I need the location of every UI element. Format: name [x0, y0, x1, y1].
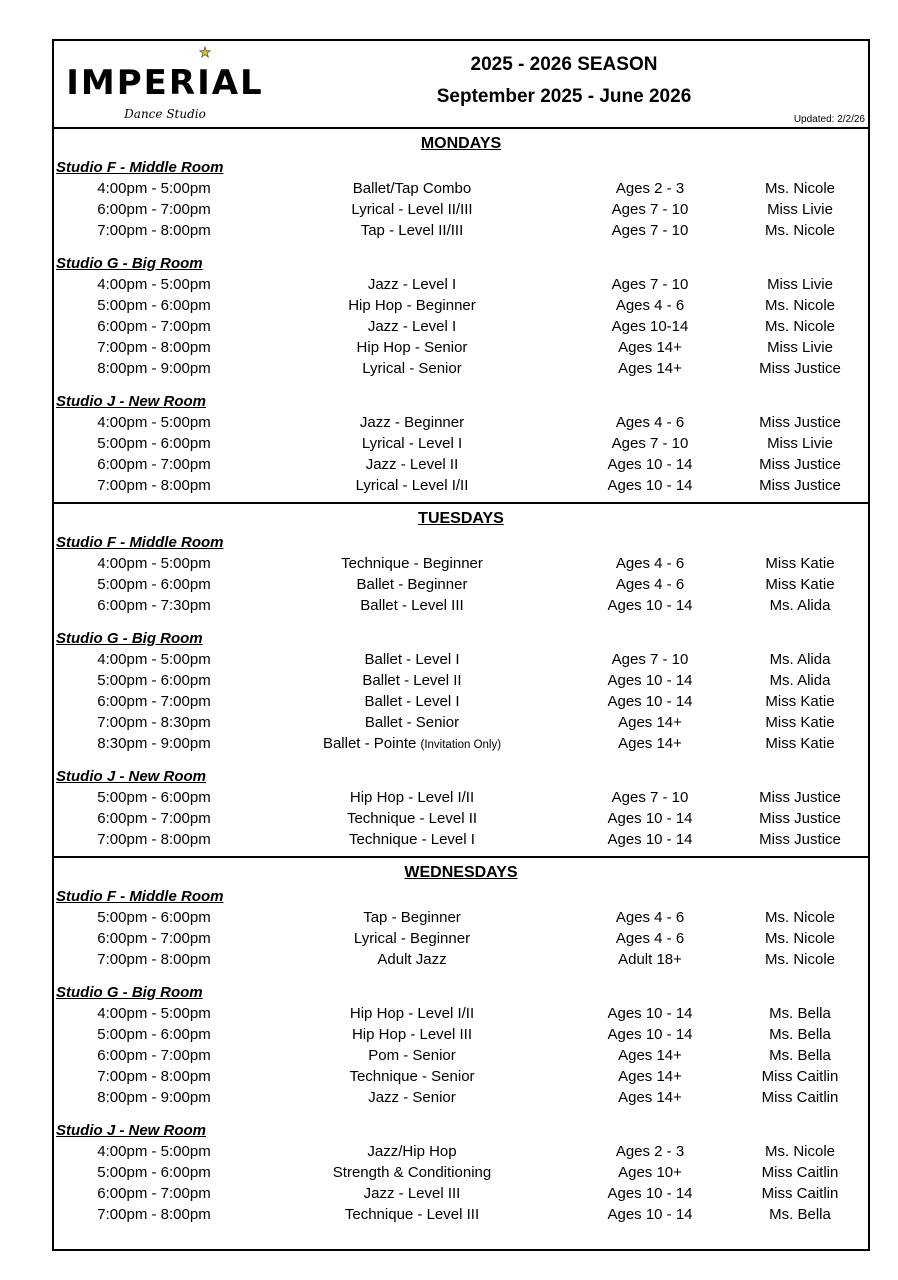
class-name-cell [262, 1141, 562, 1162]
class-row [54, 553, 868, 574]
class-time: 5:00pm - 6:00pm [97, 297, 211, 314]
class-name: Lyrical - Beginner [353, 930, 471, 947]
class-row [54, 1066, 868, 1087]
class-row [54, 928, 868, 949]
class-time: 6:00pm - 7:30pm [97, 597, 211, 614]
class-instructor: Ms. Nicole [764, 909, 835, 926]
class-name: Ballet - Level II [362, 672, 462, 689]
day-name: MONDAYS [420, 135, 502, 152]
class-name: Tap - Beginner [363, 909, 461, 926]
class-name-cell [262, 595, 562, 616]
class-row [54, 808, 868, 829]
class-ages: Ages 7 - 10 [611, 201, 689, 218]
class-time: 8:00pm - 9:00pm [97, 360, 211, 377]
class-instructor: Ms. Bella [769, 1206, 831, 1223]
class-name-cell [262, 454, 562, 475]
class-time: 7:00pm - 8:00pm [97, 339, 211, 356]
class-ages: Ages 7 - 10 [611, 789, 689, 806]
class-name: Hip Hop - Beginner [348, 297, 476, 314]
class-row [54, 1045, 868, 1066]
class-name-cell [262, 220, 562, 241]
class-name: Ballet - Level III [360, 597, 464, 614]
studio-label: Studio F - Middle Room [56, 534, 224, 551]
class-ages: Ages 10 - 14 [607, 1185, 693, 1202]
class-name-cell [262, 670, 562, 691]
class-ages: Ages 4 - 6 [615, 297, 685, 314]
class-name-cell [262, 274, 562, 295]
class-instructor: Miss Katie [765, 735, 835, 752]
class-name: Adult Jazz [377, 951, 447, 968]
day-section [54, 502, 868, 856]
day-section [54, 856, 868, 1231]
class-instructor: Miss Justice [759, 810, 841, 827]
class-row [54, 1162, 868, 1183]
class-ages: Ages 4 - 6 [615, 555, 685, 572]
class-name: Technique - Level I [349, 831, 475, 848]
class-name-cell [262, 1162, 562, 1183]
class-ages: Ages 10 - 14 [607, 672, 693, 689]
day-heading [54, 858, 868, 886]
class-time: 6:00pm - 7:00pm [97, 810, 211, 827]
header [54, 41, 868, 129]
class-ages: Ages 4 - 6 [615, 909, 685, 926]
class-instructor: Miss Katie [765, 576, 835, 593]
class-row [54, 1183, 868, 1204]
class-row [54, 1024, 868, 1045]
class-ages: Ages 14+ [618, 360, 682, 377]
class-name: Jazz - Level III [363, 1185, 461, 1202]
class-instructor: Miss Caitlin [761, 1089, 839, 1106]
class-name-cell [262, 337, 562, 358]
studio-label: Studio G - Big Room [56, 255, 203, 272]
class-ages: Ages 10 - 14 [607, 810, 693, 827]
updated-date: Updated: 2/2/26 [793, 114, 865, 125]
class-name-cell [262, 949, 562, 970]
class-time: 5:00pm - 6:00pm [97, 1164, 211, 1181]
class-instructor: Ms. Nicole [764, 951, 835, 968]
class-name: Lyrical - Level I/II [355, 477, 469, 494]
class-time: 7:00pm - 8:00pm [97, 831, 211, 848]
class-time: 5:00pm - 6:00pm [97, 435, 211, 452]
class-instructor: Miss Caitlin [761, 1164, 839, 1181]
class-instructor: Miss Livie [767, 339, 833, 356]
class-ages: Ages 10 - 14 [607, 456, 693, 473]
class-instructor: Miss Caitlin [761, 1185, 839, 1202]
class-ages: Ages 10 - 14 [607, 693, 693, 710]
class-name: Technique - Level III [344, 1206, 480, 1223]
class-name: Lyrical - Level I [361, 435, 463, 452]
class-time: 7:00pm - 8:00pm [97, 477, 211, 494]
class-name-cell [262, 649, 562, 670]
class-ages: Ages 7 - 10 [611, 276, 689, 293]
class-time: 4:00pm - 5:00pm [97, 414, 211, 431]
class-name-cell [262, 829, 562, 850]
class-name-cell [262, 1183, 562, 1204]
season-dates: September 2025 - June 2026 [436, 86, 692, 107]
class-name: Ballet - Beginner [356, 576, 468, 593]
class-ages: Ages 10 - 14 [607, 1026, 693, 1043]
class-row [54, 1087, 868, 1108]
day-section [54, 129, 868, 502]
class-row [54, 178, 868, 199]
class-name-cell [262, 808, 562, 829]
class-name: Lyrical - Senior [362, 360, 462, 377]
class-time: 6:00pm - 7:00pm [97, 693, 211, 710]
class-ages: Ages 10 - 14 [607, 1005, 693, 1022]
day-heading [54, 504, 868, 532]
class-row [54, 907, 868, 928]
class-row [54, 220, 868, 241]
class-name: Hip Hop - Level III [351, 1026, 473, 1043]
class-ages: Ages 10-14 [611, 318, 689, 335]
class-name: Jazz - Level II [365, 456, 459, 473]
class-name: Jazz/Hip Hop [367, 1143, 457, 1160]
class-time: 4:00pm - 5:00pm [97, 555, 211, 572]
class-name-cell [262, 907, 562, 928]
class-time: 5:00pm - 6:00pm [97, 576, 211, 593]
class-name: Hip Hop - Level I/II [349, 1005, 475, 1022]
class-instructor: Ms. Alida [769, 672, 831, 689]
class-row [54, 412, 868, 433]
class-time: 5:00pm - 6:00pm [97, 672, 211, 689]
class-time: 4:00pm - 5:00pm [97, 651, 211, 668]
class-name: Hip Hop - Senior [356, 339, 468, 356]
class-row [54, 670, 868, 691]
class-instructor: Miss Livie [767, 276, 833, 293]
schedule-sheet [52, 39, 870, 1251]
studio-logo [66, 43, 264, 123]
class-instructor: Miss Justice [759, 414, 841, 431]
studio-label: Studio J - New Room [56, 393, 206, 410]
class-ages: Ages 14+ [618, 735, 682, 752]
class-ages: Ages 14+ [618, 714, 682, 731]
class-instructor: Ms. Nicole [764, 1143, 835, 1160]
class-name-cell [262, 574, 562, 595]
class-instructor: Miss Justice [759, 789, 841, 806]
class-instructor: Ms. Alida [769, 597, 831, 614]
class-name-cell [262, 1066, 562, 1087]
studio-label: Studio F - Middle Room [56, 159, 224, 176]
class-time: 6:00pm - 7:00pm [97, 1047, 211, 1064]
class-row [54, 433, 868, 454]
class-time: 7:00pm - 8:00pm [97, 1206, 211, 1223]
class-name: Ballet - Level I [364, 693, 460, 710]
class-ages: Ages 10 - 14 [607, 477, 693, 494]
class-time: 8:00pm - 9:00pm [97, 1089, 211, 1106]
class-instructor: Ms. Bella [769, 1047, 831, 1064]
class-row [54, 949, 868, 970]
class-ages: Ages 14+ [618, 1047, 682, 1064]
class-name: Ballet/Tap Combo [352, 180, 472, 197]
class-ages: Ages 7 - 10 [611, 222, 689, 239]
logo-subtitle: Dance Studio [124, 107, 206, 121]
class-row [54, 475, 868, 496]
class-instructor: Miss Caitlin [761, 1068, 839, 1085]
class-name-cell [262, 712, 562, 733]
class-name-cell [262, 1204, 562, 1225]
class-time: 7:00pm - 8:00pm [97, 951, 211, 968]
class-time: 4:00pm - 5:00pm [97, 1005, 211, 1022]
class-row [54, 787, 868, 808]
class-instructor: Ms. Bella [769, 1026, 831, 1043]
class-name: Pom - Senior [368, 1047, 456, 1064]
class-name: Strength & Conditioning [332, 1164, 492, 1181]
class-name-cell [262, 316, 562, 337]
studio-label: Studio F - Middle Room [56, 888, 224, 905]
class-row [54, 574, 868, 595]
class-row [54, 595, 868, 616]
class-name-cell [262, 433, 562, 454]
class-instructor: Ms. Nicole [764, 297, 835, 314]
class-name-cell [262, 1087, 562, 1108]
class-row [54, 454, 868, 475]
class-name: Technique - Beginner [341, 555, 483, 572]
class-row [54, 295, 868, 316]
class-row [54, 649, 868, 670]
class-row [54, 691, 868, 712]
class-ages: Ages 4 - 6 [615, 414, 685, 431]
day-heading [54, 129, 868, 157]
class-name: Jazz - Beginner [359, 414, 465, 431]
class-instructor: Miss Katie [765, 714, 835, 731]
class-name-cell [262, 553, 562, 574]
star-icon: ★ [198, 44, 212, 60]
class-name: Hip Hop - Level I/II [349, 789, 475, 806]
class-name: Jazz - Level I [367, 276, 457, 293]
season-title: 2025 - 2026 SEASON [470, 54, 658, 75]
class-ages: Ages 4 - 6 [615, 930, 685, 947]
class-time: 6:00pm - 7:00pm [97, 1185, 211, 1202]
class-time: 6:00pm - 7:00pm [97, 318, 211, 335]
class-instructor: Miss Justice [759, 831, 841, 848]
class-ages: Ages 7 - 10 [611, 651, 689, 668]
class-name-cell [262, 1003, 562, 1024]
class-instructor: Ms. Bella [769, 1005, 831, 1022]
class-instructor: Miss Justice [759, 477, 841, 494]
class-row [54, 199, 868, 220]
class-ages: Ages 2 - 3 [615, 180, 685, 197]
class-name-cell [262, 412, 562, 433]
class-instructor: Ms. Alida [769, 651, 831, 668]
class-instructor: Miss Katie [765, 693, 835, 710]
class-name: Jazz - Senior [368, 1089, 456, 1106]
class-instructor: Miss Livie [767, 201, 833, 218]
class-name-cell [262, 1024, 562, 1045]
class-time: 4:00pm - 5:00pm [97, 180, 211, 197]
class-instructor: Miss Justice [759, 456, 841, 473]
class-name-cell [262, 178, 562, 199]
class-ages: Adult 18+ [618, 951, 682, 968]
class-name: Tap - Level II/III [360, 222, 464, 239]
class-row [54, 274, 868, 295]
class-row [54, 1204, 868, 1225]
day-name: WEDNESDAYS [404, 864, 518, 881]
class-instructor: Ms. Nicole [764, 930, 835, 947]
class-ages: Ages 10+ [618, 1164, 682, 1181]
class-instructor: Ms. Nicole [764, 180, 835, 197]
class-row [54, 358, 868, 379]
class-time: 4:00pm - 5:00pm [97, 276, 211, 293]
class-row [54, 733, 868, 754]
studio-label: Studio G - Big Room [56, 984, 203, 1001]
class-time: 5:00pm - 6:00pm [97, 1026, 211, 1043]
class-note: (Invitation Only) [420, 739, 502, 751]
class-ages: Ages 2 - 3 [615, 1143, 685, 1160]
class-name-cell [262, 1045, 562, 1066]
class-ages: Ages 14+ [618, 339, 682, 356]
class-name-cell [262, 475, 562, 496]
class-name: Jazz - Level I [367, 318, 457, 335]
class-name-cell [262, 199, 562, 220]
class-name-cell [262, 787, 562, 808]
class-time: 7:00pm - 8:00pm [97, 1068, 211, 1085]
class-name-cell [262, 733, 562, 756]
class-time: 4:00pm - 5:00pm [97, 1143, 211, 1160]
class-ages: Ages 10 - 14 [607, 1206, 693, 1223]
class-ages: Ages 14+ [618, 1068, 682, 1085]
class-row [54, 337, 868, 358]
class-row [54, 712, 868, 733]
class-row [54, 829, 868, 850]
class-instructor: Ms. Nicole [764, 318, 835, 335]
class-time: 8:30pm - 9:00pm [97, 735, 211, 752]
class-time: 6:00pm - 7:00pm [97, 201, 211, 218]
class-row [54, 316, 868, 337]
class-name-cell [262, 691, 562, 712]
class-name: Technique - Level II [346, 810, 478, 827]
class-time: 7:00pm - 8:30pm [97, 714, 211, 731]
class-instructor: Miss Katie [765, 555, 835, 572]
class-time: 7:00pm - 8:00pm [97, 222, 211, 239]
class-time: 5:00pm - 6:00pm [97, 789, 211, 806]
studio-label: Studio J - New Room [56, 768, 206, 785]
class-ages: Ages 10 - 14 [607, 831, 693, 848]
class-instructor: Ms. Nicole [764, 222, 835, 239]
class-time: 5:00pm - 6:00pm [97, 909, 211, 926]
studio-label: Studio J - New Room [56, 1122, 206, 1139]
class-instructor: Miss Livie [767, 435, 833, 452]
class-name-cell [262, 358, 562, 379]
class-ages: Ages 14+ [618, 1089, 682, 1106]
class-time: 6:00pm - 7:00pm [97, 456, 211, 473]
class-name: Ballet - Level I [364, 651, 460, 668]
class-name: Ballet - Senior [364, 714, 460, 731]
class-instructor: Miss Justice [759, 360, 841, 377]
days-container [54, 129, 868, 1231]
class-name-cell [262, 928, 562, 949]
class-row [54, 1003, 868, 1024]
studio-label: Studio G - Big Room [56, 630, 203, 647]
day-name: TUESDAYS [418, 510, 504, 527]
logo-name: IMPERIAL [66, 63, 264, 103]
class-ages: Ages 10 - 14 [607, 597, 693, 614]
class-ages: Ages 7 - 10 [611, 435, 689, 452]
class-name: Technique - Senior [349, 1068, 475, 1085]
class-name: Lyrical - Level II/III [351, 201, 473, 218]
class-time: 6:00pm - 7:00pm [97, 930, 211, 947]
class-name: Ballet - Pointe [322, 735, 417, 752]
class-row [54, 1141, 868, 1162]
class-name-cell [262, 295, 562, 316]
class-ages: Ages 4 - 6 [615, 576, 685, 593]
